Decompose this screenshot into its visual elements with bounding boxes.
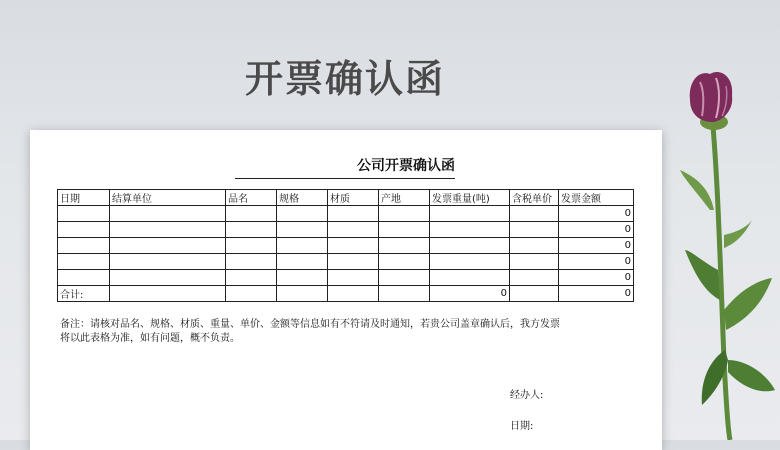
table-cell	[510, 286, 559, 302]
table-cell	[226, 286, 277, 302]
header-cell: 发票重量(吨)	[430, 190, 510, 206]
amount-cell: 0	[559, 270, 634, 286]
remark-note	[60, 318, 630, 346]
table-cell	[510, 270, 559, 286]
flower-leaf	[680, 170, 714, 210]
header-cell: 产地	[379, 190, 430, 206]
table-cell	[226, 238, 277, 254]
table-cell	[379, 206, 430, 222]
table-row	[58, 206, 634, 222]
handler-label: 经办人:	[510, 390, 544, 401]
header-cell: 结算单位	[110, 190, 226, 206]
table-cell	[277, 286, 328, 302]
flower-leaf	[724, 220, 752, 248]
flower-leaf	[724, 278, 772, 330]
table-cell	[328, 286, 379, 302]
document-paper	[30, 130, 662, 450]
table-cell	[226, 206, 277, 222]
document-title: 公司开票确认函	[235, 156, 455, 179]
date-label: 日期:	[510, 421, 534, 432]
table-cell	[379, 222, 430, 238]
table-cell	[328, 254, 379, 270]
table-cell	[379, 270, 430, 286]
table-cell	[430, 270, 510, 286]
table-cell	[430, 206, 510, 222]
table-cell	[510, 254, 559, 270]
table-cell	[328, 222, 379, 238]
table-cell	[277, 206, 328, 222]
table-cell	[379, 254, 430, 270]
remark-line: 将以此表格为准，如有问题，概不负责。	[60, 333, 240, 344]
table-cell	[379, 238, 430, 254]
table-row	[58, 254, 634, 270]
table-cell	[430, 254, 510, 270]
header-cell: 发票金额	[559, 190, 634, 206]
table-cell	[58, 206, 110, 222]
table-cell	[110, 254, 226, 270]
table-cell	[277, 270, 328, 286]
table-cell	[430, 222, 510, 238]
flower-leaf	[728, 360, 775, 391]
table-row	[58, 238, 634, 254]
table-cell	[226, 270, 277, 286]
table-row	[58, 222, 634, 238]
table-cell	[110, 238, 226, 254]
table-cell	[328, 206, 379, 222]
table-row	[58, 270, 634, 286]
table-cell	[277, 222, 328, 238]
header-cell: 含税单价	[510, 190, 559, 206]
table-cell	[110, 222, 226, 238]
table-cell	[58, 270, 110, 286]
table-cell	[110, 206, 226, 222]
amount-cell: 0	[559, 238, 634, 254]
flower-leaf	[685, 250, 720, 300]
table-cell	[379, 286, 430, 302]
table-header-row	[58, 190, 634, 206]
table-cell	[110, 270, 226, 286]
total-row	[58, 286, 634, 302]
table-cell	[430, 238, 510, 254]
table-cell	[328, 270, 379, 286]
table-cell	[226, 222, 277, 238]
header-cell: 规格	[277, 190, 328, 206]
header-cell: 品名	[226, 190, 277, 206]
amount-cell: 0	[559, 222, 634, 238]
table-cell	[277, 238, 328, 254]
table-cell	[58, 254, 110, 270]
table-cell	[510, 222, 559, 238]
table-cell	[510, 238, 559, 254]
header-cell: 日期	[58, 190, 110, 206]
total-label: 合计:	[58, 286, 110, 302]
table-cell	[277, 254, 328, 270]
amount-cell: 0	[559, 206, 634, 222]
table-cell	[226, 254, 277, 270]
table-cell	[510, 206, 559, 222]
table-cell	[58, 238, 110, 254]
hero-title: 开票确认函	[244, 57, 445, 101]
invoice-table	[57, 189, 634, 302]
flower-illustration	[640, 60, 780, 440]
table-cell	[110, 286, 226, 302]
header-cell: 材质	[328, 190, 379, 206]
total-amount-cell: 0	[559, 286, 634, 302]
amount-cell: 0	[559, 254, 634, 270]
total-weight-cell: 0	[430, 286, 510, 302]
table-cell	[58, 222, 110, 238]
table-cell	[328, 238, 379, 254]
flower-petals	[690, 72, 732, 122]
remark-line: 备注：请核对品名、规格、材质、重量、单价、金额等信息如有不符请及时通知，若贵公司盖章确认后，我方发票	[60, 319, 560, 330]
